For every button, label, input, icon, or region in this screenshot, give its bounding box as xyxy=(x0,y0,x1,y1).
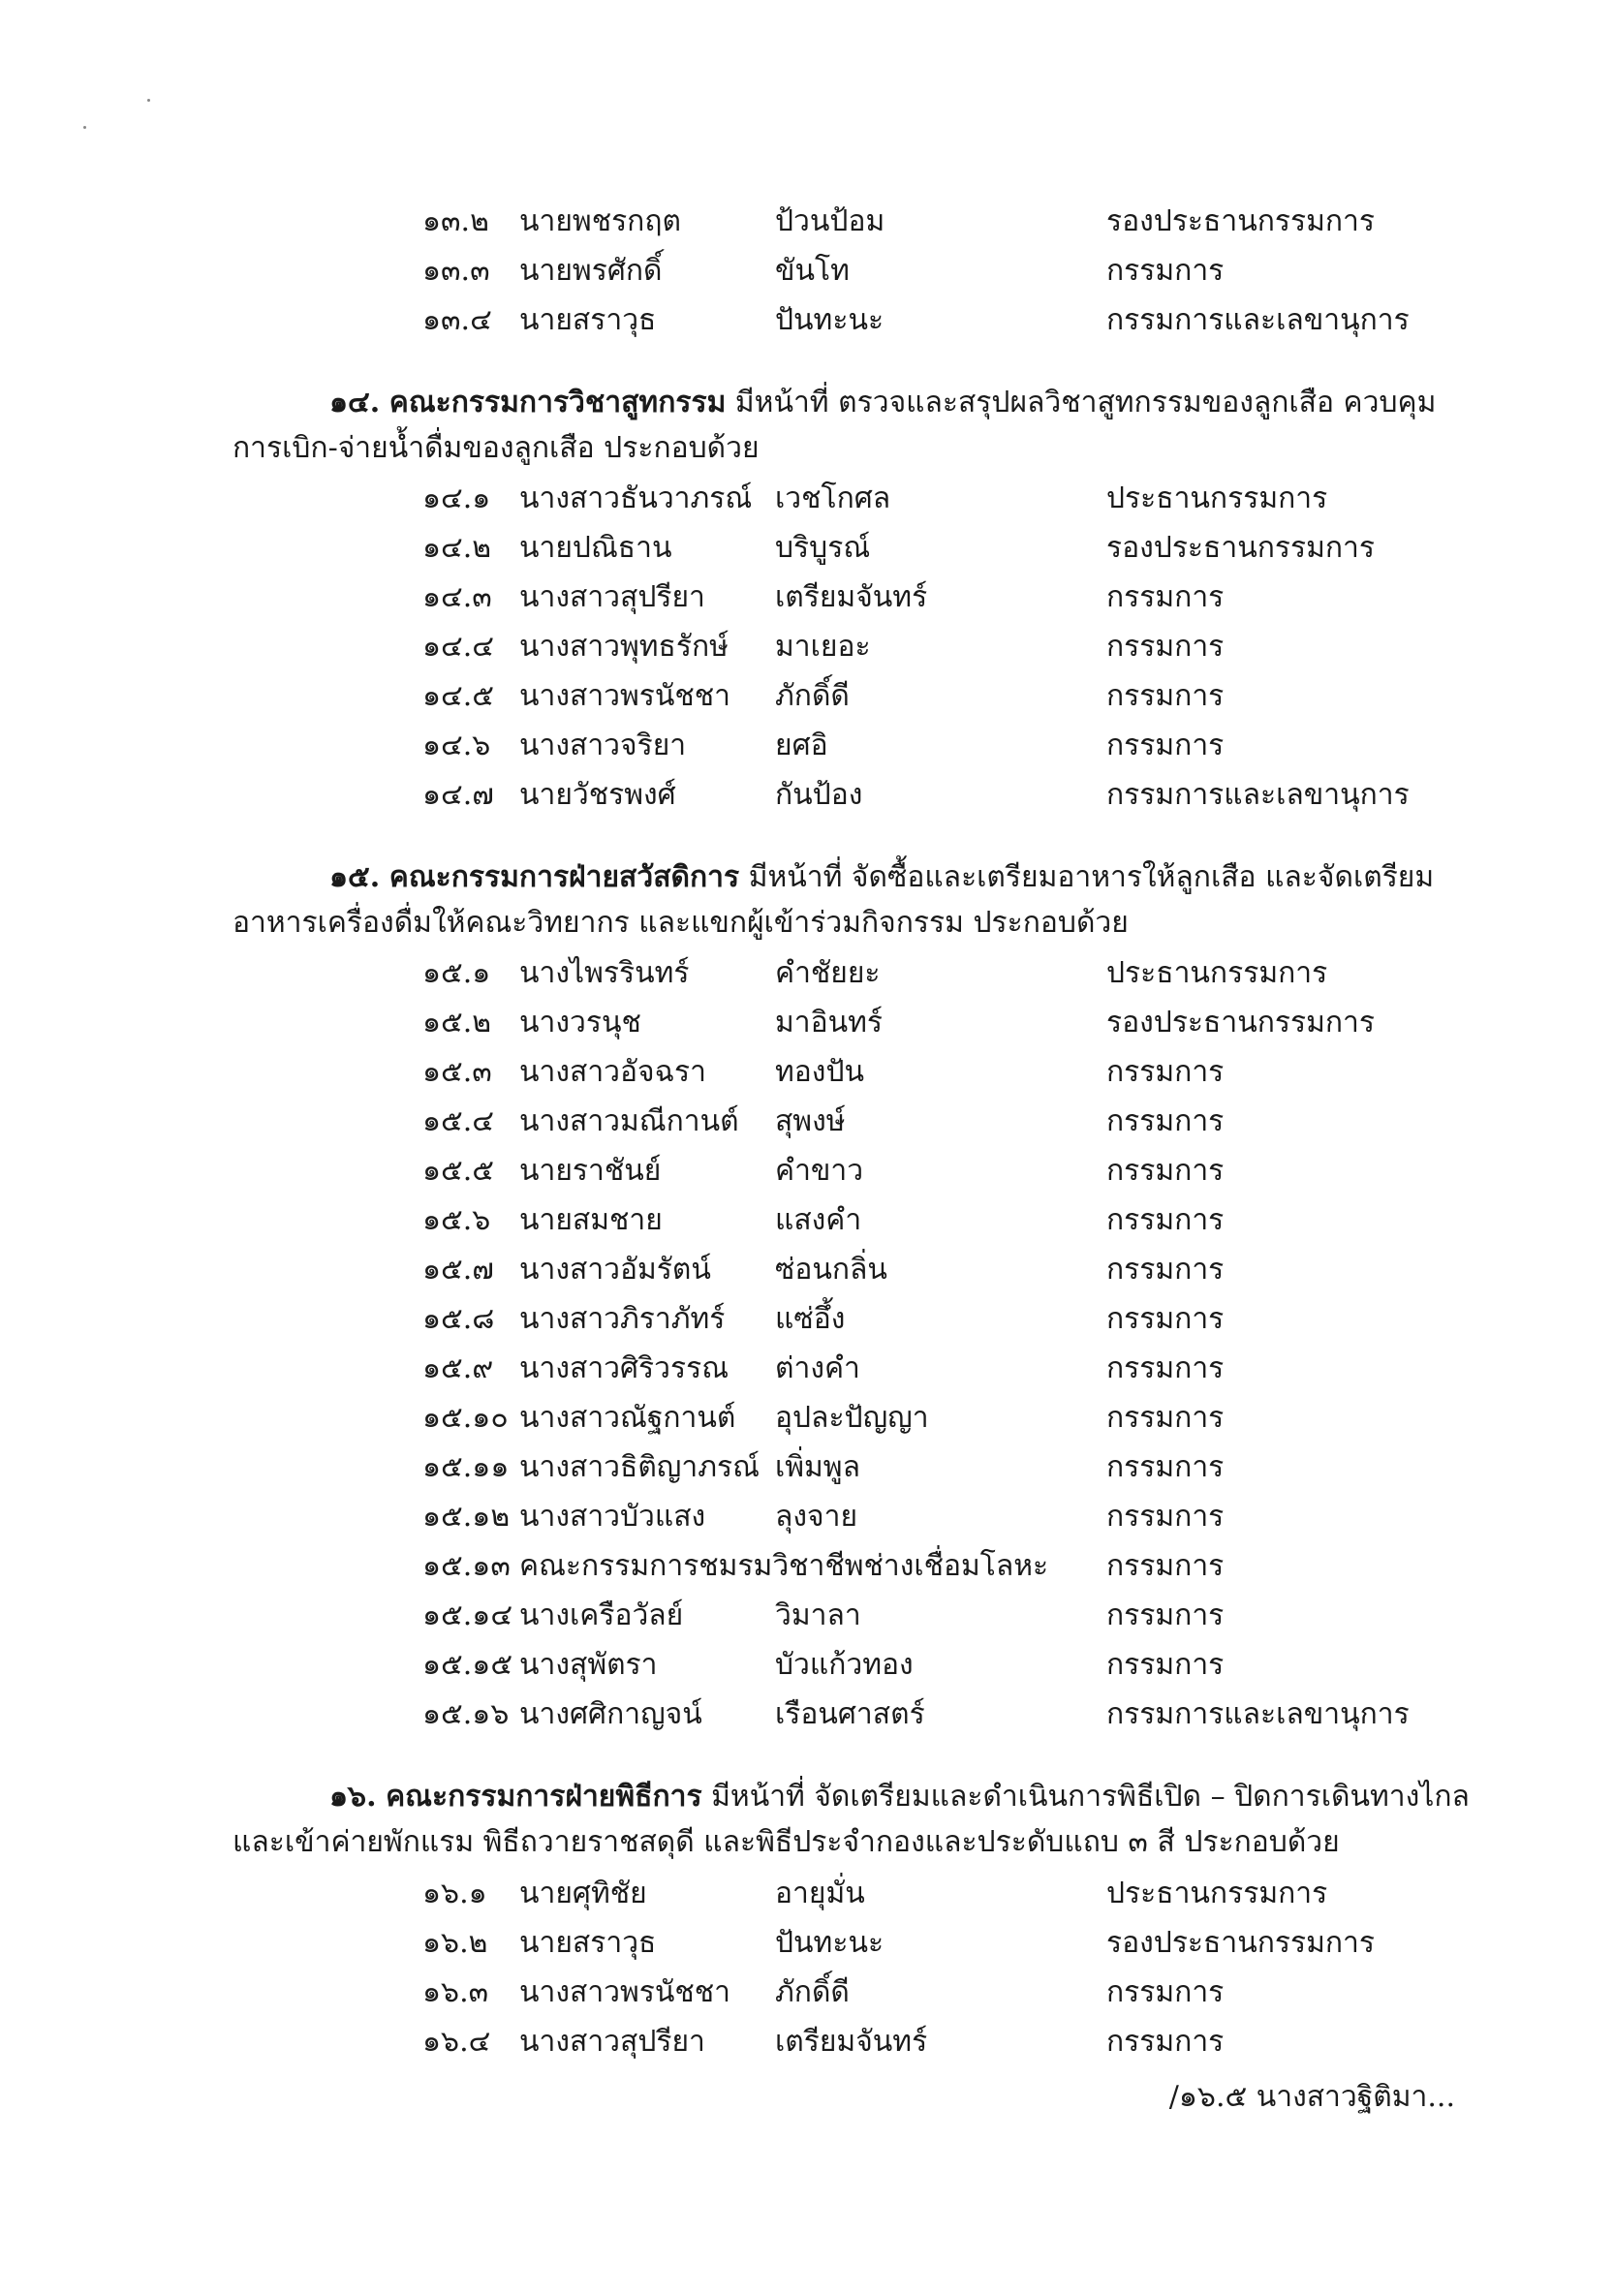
member-last-name: อุปละปัญญา xyxy=(775,1401,929,1435)
member-number: ๑๕.๑๒ xyxy=(422,1500,511,1534)
member-row xyxy=(0,674,1614,719)
member-first-name: นางไพรรินทร์ xyxy=(519,956,690,990)
member-number: ๑๓.๔ xyxy=(422,303,492,337)
member-number: ๑๔.๔ xyxy=(422,630,494,664)
member-role: ประธานกรรมการ xyxy=(1106,1877,1328,1910)
member-number: ๑๕.๙ xyxy=(422,1351,494,1385)
section-number: ๑๖. xyxy=(329,1780,377,1814)
section-duty-continuation: อาหารเครื่องดื่มให้คณะวิทยากร และแขกผู้เข้าร่วมกิจกรรม ประกอบด้วย xyxy=(233,906,1129,940)
member-role: กรรมการ xyxy=(1106,1598,1225,1632)
member-role: กรรมการ xyxy=(1106,254,1225,288)
member-role: กรรมการ xyxy=(1106,729,1225,762)
member-last-name: บริบูรณ์ xyxy=(775,531,871,565)
member-role: รองประธานกรรมการ xyxy=(1106,1926,1376,1960)
member-role: กรรมการ xyxy=(1106,1351,1225,1385)
member-row xyxy=(0,1921,1614,1966)
section-duty-continuation: และเข้าค่ายพักแรม พิธีถวายราชสดุดี และพิธีประจำกองและประดับแถบ ๓ สี ประกอบด้วย xyxy=(233,1825,1340,1859)
member-last-name: วิมาลา xyxy=(775,1598,861,1632)
member-number: ๑๕.๔ xyxy=(422,1104,494,1138)
member-last-name: ป้วนป้อม xyxy=(775,204,885,238)
section-title: คณะกรรมการฝ่ายสวัสดิการ xyxy=(388,860,740,894)
member-row xyxy=(0,1544,1614,1589)
member-row xyxy=(0,1050,1614,1095)
member-last-name: ปันทะนะ xyxy=(775,303,885,337)
member-row xyxy=(0,625,1614,669)
member-row xyxy=(0,1100,1614,1144)
member-row xyxy=(0,1396,1614,1441)
member-number: ๑๕.๑๓ xyxy=(422,1549,511,1583)
member-number: ๑๔.๑ xyxy=(422,481,491,515)
member-role: กรรมการ xyxy=(1106,679,1225,713)
member-row xyxy=(0,2020,1614,2064)
member-first-name: นายสราวุธ xyxy=(519,303,657,337)
member-first-name: นายราชันย์ xyxy=(519,1154,662,1188)
member-last-name: บัวแก้วทอง xyxy=(775,1648,914,1682)
member-number: ๑๔.๕ xyxy=(422,679,494,713)
member-row xyxy=(0,1347,1614,1391)
member-role: กรรมการ xyxy=(1106,1500,1225,1534)
member-last-name: สุพงษ์ xyxy=(775,1104,846,1138)
member-number: ๑๖.๑ xyxy=(422,1877,487,1910)
member-role: กรรมการ xyxy=(1106,1302,1225,1336)
member-role: กรรมการ xyxy=(1106,2025,1225,2059)
member-number: ๑๕.๑๔ xyxy=(422,1598,513,1632)
member-role: รองประธานกรรมการ xyxy=(1106,531,1376,565)
member-row xyxy=(0,1970,1614,2015)
member-first-name: นางศศิกาญจน์ xyxy=(519,1697,702,1731)
member-last-name: เพิ่มพูล xyxy=(775,1450,860,1484)
member-first-name: นางสาวจริยา xyxy=(519,729,687,762)
member-number: ๑๔.๖ xyxy=(422,729,491,762)
member-number: ๑๕.๘ xyxy=(422,1302,495,1336)
member-first-name: นายวัชรพงศ์ xyxy=(519,778,676,812)
member-first-name: นางสาวธิติญาภรณ์ xyxy=(519,1450,760,1484)
member-first-name: นายศุทิชัย xyxy=(519,1877,647,1910)
scan-speck xyxy=(147,99,150,102)
member-last-name: ลุงจาย xyxy=(775,1500,858,1534)
member-row xyxy=(0,298,1614,343)
member-first-name: นางสาวบัวแสง xyxy=(519,1500,706,1534)
member-number: ๑๓.๒ xyxy=(422,204,489,238)
member-number: ๑๕.๑๑ xyxy=(422,1450,510,1484)
section-number: ๑๕. xyxy=(329,860,381,894)
section-title: คณะกรรมการฝ่ายพิธีการ xyxy=(386,1780,702,1814)
member-last-name: คำชัยยะ xyxy=(775,956,881,990)
section-heading-line xyxy=(329,381,1436,425)
member-first-name: นางสาวพรนัชชา xyxy=(519,679,730,713)
member-row xyxy=(0,1149,1614,1194)
section-duty-continuation: การเบิก-จ่ายน้ำดื่มของลูกเสือ ประกอบด้วย xyxy=(233,431,760,465)
member-role: กรรมการ xyxy=(1106,1055,1225,1089)
member-last-name: เตรียมจันทร์ xyxy=(775,580,928,614)
member-first-name: นางสาวพุทธรักษ์ xyxy=(519,630,729,664)
member-first-name: นางวรนุช xyxy=(519,1006,641,1039)
member-first-name: นางสาวภิราภัทร์ xyxy=(519,1302,726,1336)
member-first-name: นางสาวธันวาภรณ์ xyxy=(519,481,753,515)
member-row xyxy=(0,1872,1614,1916)
member-group-name: คณะกรรมการชมรมวิชาชีพช่างเชื่อมโลหะ xyxy=(519,1549,1049,1583)
member-row xyxy=(0,1297,1614,1342)
member-role: กรรมการ xyxy=(1106,580,1225,614)
member-last-name: เตรียมจันทร์ xyxy=(775,2025,928,2059)
member-row xyxy=(0,773,1614,818)
member-last-name: แซ่อึ้ง xyxy=(775,1302,846,1336)
member-first-name: นางสาวศิริวรรณ xyxy=(519,1351,729,1385)
member-number: ๑๕.๒ xyxy=(422,1006,492,1039)
member-number: ๑๕.๑๖ xyxy=(422,1697,510,1731)
member-last-name: มาอินทร์ xyxy=(775,1006,884,1039)
member-role: กรรมการ xyxy=(1106,1975,1225,2009)
member-row xyxy=(0,1495,1614,1539)
member-row xyxy=(0,477,1614,521)
member-row xyxy=(0,526,1614,571)
member-number: ๑๔.๓ xyxy=(422,580,492,614)
member-number: ๑๕.๗ xyxy=(422,1253,494,1287)
member-role: กรรมการ xyxy=(1106,1104,1225,1138)
member-row xyxy=(0,1198,1614,1243)
member-number: ๑๔.๗ xyxy=(422,778,494,812)
member-role: ประธานกรรมการ xyxy=(1106,481,1328,515)
member-last-name: แสงคำ xyxy=(775,1203,862,1237)
member-first-name: นายพชรกฤต xyxy=(519,204,681,238)
member-role: รองประธานกรรมการ xyxy=(1106,204,1376,238)
member-role: กรรมการ xyxy=(1106,1648,1225,1682)
member-last-name: ภักดิ์ดี xyxy=(775,679,850,713)
continuation-footer: /๑๖.๕ นางสาวฐิติมา... xyxy=(1168,2080,1455,2114)
section-duty-text: มีหน้าที่ จัดเตรียมและดำเนินการพิธีเปิด – ปิดการเดินทางไกล xyxy=(711,1780,1470,1814)
member-number: ๑๖.๒ xyxy=(422,1926,488,1960)
member-first-name: นายพรศักดิ์ xyxy=(519,254,663,288)
member-last-name: เรือนศาสตร์ xyxy=(775,1697,925,1731)
member-number: ๑๕.๑ xyxy=(422,956,491,990)
member-role: กรรมการและเลขานุการ xyxy=(1106,778,1410,812)
member-last-name: ขันโท xyxy=(775,254,850,288)
member-last-name: คำขาว xyxy=(775,1154,864,1188)
member-first-name: นายสมชาย xyxy=(519,1203,663,1237)
member-last-name: ทองปัน xyxy=(775,1055,864,1089)
member-first-name: นางเครือวัลย์ xyxy=(519,1598,684,1632)
member-row xyxy=(0,575,1614,620)
member-first-name: นางสาวณัฐกานต์ xyxy=(519,1401,736,1435)
member-role: กรรมการ xyxy=(1106,1154,1225,1188)
member-role: กรรมการ xyxy=(1106,1401,1225,1435)
member-role: กรรมการ xyxy=(1106,630,1225,664)
member-last-name: ต่างคำ xyxy=(775,1351,860,1385)
member-row xyxy=(0,200,1614,244)
member-first-name: นางสาวอัจฉรา xyxy=(519,1055,706,1089)
member-role: กรรมการและเลขานุการ xyxy=(1106,1697,1410,1731)
member-number: ๑๓.๓ xyxy=(422,254,490,288)
member-role: กรรมการ xyxy=(1106,1549,1225,1583)
member-first-name: นางสาวสุปรียา xyxy=(519,580,705,614)
member-row xyxy=(0,1445,1614,1490)
scan-speck xyxy=(83,126,86,129)
member-last-name: เวชโกศล xyxy=(775,481,891,515)
member-role: ประธานกรรมการ xyxy=(1106,956,1328,990)
member-row xyxy=(0,1594,1614,1638)
member-first-name: นางสาวสุปรียา xyxy=(519,2025,705,2059)
member-first-name: นายสราวุธ xyxy=(519,1926,657,1960)
member-row xyxy=(0,1643,1614,1688)
member-row xyxy=(0,249,1614,294)
member-first-name: นางสาวมณีกานต์ xyxy=(519,1104,739,1138)
section-duty-text: มีหน้าที่ จัดซื้อและเตรียมอาหารให้ลูกเสือ และจัดเตรียม xyxy=(748,860,1435,894)
member-row xyxy=(0,1692,1614,1737)
member-role: กรรมการและเลขานุการ xyxy=(1106,303,1410,337)
member-row xyxy=(0,724,1614,768)
section-heading-line xyxy=(329,1775,1470,1819)
member-last-name: ยศอิ xyxy=(775,729,828,762)
member-last-name: ภักดิ์ดี xyxy=(775,1975,850,2009)
member-row xyxy=(0,951,1614,996)
section-duty-text: มีหน้าที่ ตรวจและสรุปผลวิชาสูทกรรมของลูกเสือ ควบคุม xyxy=(734,386,1437,419)
member-number: ๑๕.๖ xyxy=(422,1203,491,1237)
member-last-name: มาเยอะ xyxy=(775,630,871,664)
member-number: ๑๕.๓ xyxy=(422,1055,492,1089)
member-number: ๑๖.๔ xyxy=(422,2025,491,2059)
member-role: กรรมการ xyxy=(1106,1253,1225,1287)
member-last-name: กันป้อง xyxy=(775,778,863,812)
section-number: ๑๔. xyxy=(329,386,381,419)
member-row xyxy=(0,1248,1614,1292)
member-last-name: ปันทะนะ xyxy=(775,1926,885,1960)
member-role: กรรมการ xyxy=(1106,1450,1225,1484)
member-first-name: นางสุพัตรา xyxy=(519,1648,658,1682)
member-first-name: นางสาวอัมรัตน์ xyxy=(519,1253,711,1287)
member-number: ๑๖.๓ xyxy=(422,1975,489,2009)
member-last-name: อายุมั่น xyxy=(775,1877,865,1910)
member-row xyxy=(0,1001,1614,1045)
member-number: ๑๕.๕ xyxy=(422,1154,494,1188)
section-title: คณะกรรมการวิชาสูทกรรม xyxy=(388,386,727,419)
member-number: ๑๔.๒ xyxy=(422,531,492,565)
member-first-name: นางสาวพรนัชชา xyxy=(519,1975,730,2009)
member-role: กรรมการ xyxy=(1106,1203,1225,1237)
member-first-name: นายปณิธาน xyxy=(519,531,672,565)
member-last-name: ซ่อนกลิ่น xyxy=(775,1253,887,1287)
member-number: ๑๕.๑๐ xyxy=(422,1401,509,1435)
member-role: รองประธานกรรมการ xyxy=(1106,1006,1376,1039)
section-heading-line xyxy=(329,855,1434,900)
member-number: ๑๕.๑๕ xyxy=(422,1648,513,1682)
